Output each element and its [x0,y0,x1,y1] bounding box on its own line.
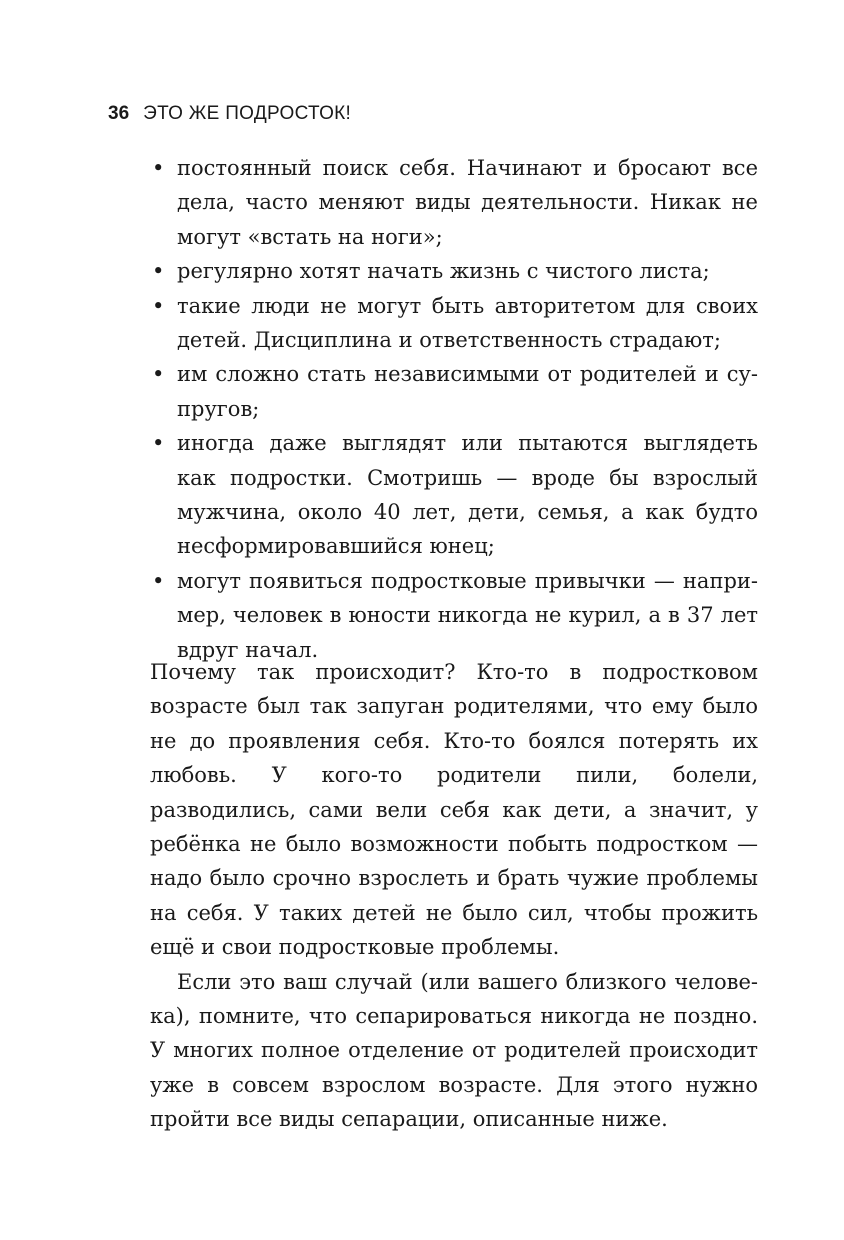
paragraph: Если это ваш случай (или вашего близкого человека), помните, что сепарироваться никогда не поздно. У многих полное отделение от родителей происходит уже в совсем взрослом возрасте. Для этого нужно пройти все виды сепарации, описанные ниже. [150,969,758,1132]
bullet-list [150,151,758,667]
paragraph: Почему так происходит? Кто-то в подростковом возрасте был так запуган родителями, что ему было не до проявления себя. Кто-то боялся потерять их любовь. У кого-то родители пили, болели, разводились, сами вели себя как дети, а значит, у ребёнка не было возможности побыть подростком — надо было срочно взрослеть и брать чужие проблемы на себя. У таких детей не было сил, чтобы прожить ещё и свои подростковые проблемы. [150,660,758,960]
list-item: • регулярно хотят начать жизнь с чистого листа; [150,254,758,288]
body-text [150,655,758,1137]
list-item: • постоянный поиск себя. Начинают и бросают все дела, часто меняют виды деятельности. Никак не могут «встать на ноги»; [150,151,758,254]
list-item: • иногда даже выглядят или пытаются выглядеть как подростки. Смотришь — вроде бы взрослый мужчина, около 40 лет, дети, семья, а как будто несформировавшийся юнец; [150,426,758,564]
running-header [108,101,351,127]
list-item: • могут появиться подростковые привычки — например, человек в юности никогда не курил, а в 37 лет вдруг начал. [150,564,758,667]
running-title: ЭТО ЖЕ ПОДРОСТОК! [143,103,352,124]
list-item: • им сложно стать независимыми от родителей и супругов; [150,357,758,426]
page-number: 36 [108,103,130,124]
list-item: • такие люди не могут быть авторитетом для своих детей. Дисциплина и ответственность страдают; [150,289,758,358]
